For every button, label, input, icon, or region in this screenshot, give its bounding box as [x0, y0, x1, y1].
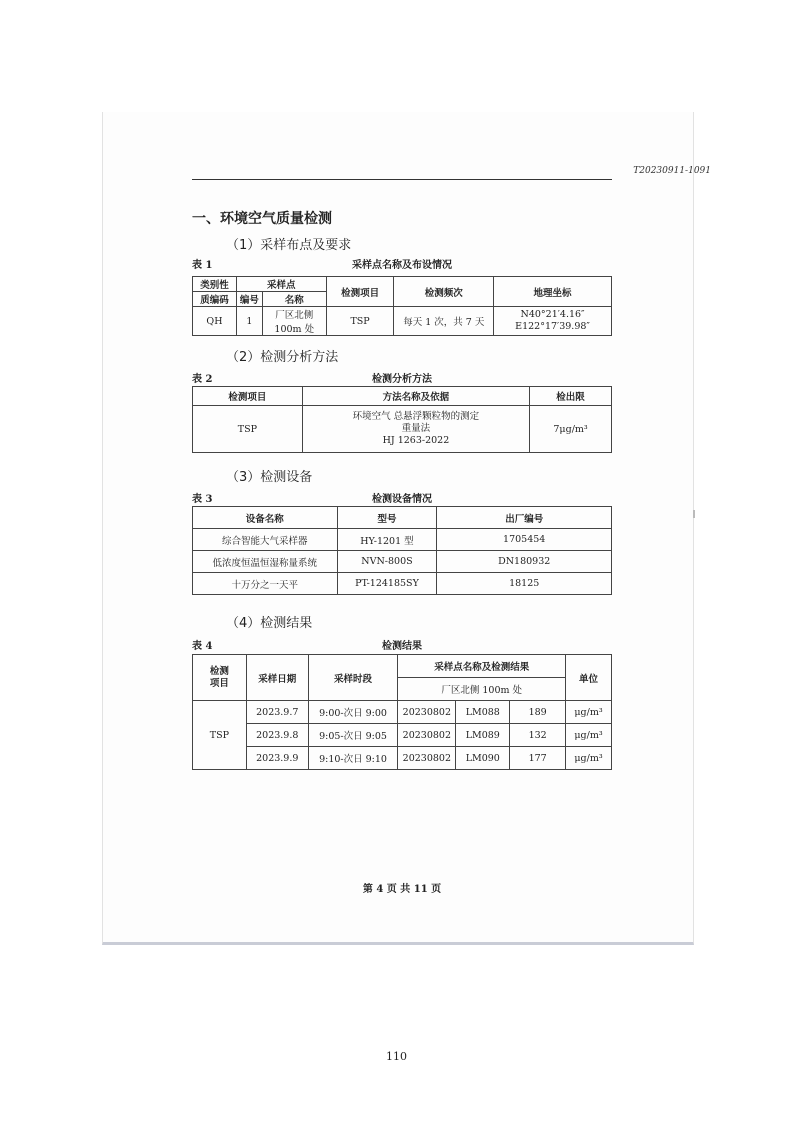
cell-date: 2023.9.9 — [246, 747, 308, 770]
cell-model: NVN-800S — [337, 551, 437, 573]
header-rule — [192, 179, 612, 180]
cell-sample: LM088 — [456, 701, 510, 724]
th-item: 检测项目 — [326, 277, 394, 307]
method-line3: HJ 1263-2022 — [382, 435, 450, 446]
table4-number: 表 4 — [192, 641, 213, 652]
table2-title: 检测分析方法 — [372, 374, 432, 385]
coord-n: N40°21′4.16″ — [520, 309, 585, 320]
subsection-method: （2）检测分析方法 — [226, 350, 339, 365]
cell-batch: 20230802 — [398, 747, 456, 770]
table-row — [193, 551, 612, 573]
th-location: 厂区北侧 100m 处 — [398, 678, 566, 701]
cell-item: TSP — [326, 307, 394, 336]
table-row — [193, 724, 612, 747]
table2-caption — [192, 370, 612, 384]
table1-title: 采样点名称及布设情况 — [352, 260, 452, 271]
cell-date: 2023.9.7 — [246, 701, 308, 724]
th-limit: 检出限 — [530, 387, 612, 406]
cell-unit: μg/m³ — [566, 747, 612, 770]
th-date: 采样日期 — [246, 655, 308, 701]
cell-model: PT-124185SY — [337, 573, 437, 595]
cell-serial: 18125 — [437, 573, 612, 595]
table-row — [193, 529, 612, 551]
cell-period: 9:10-次日 9:10 — [308, 747, 398, 770]
cell-value: 132 — [510, 724, 566, 747]
subsection-sampling: （1）采样布点及要求 — [226, 238, 352, 253]
cell-model: HY-1201 型 — [337, 529, 437, 551]
cell-sample: LM090 — [456, 747, 510, 770]
cell-freq: 每天 1 次，共 7 天 — [394, 307, 494, 336]
page-number: 110 — [386, 1050, 407, 1063]
th-name: 设备名称 — [193, 507, 338, 529]
th-point: 采样点 — [236, 277, 326, 292]
method-line1: 环境空气 总悬浮颗粒物的测定 — [352, 411, 480, 422]
th-coords: 地理坐标 — [494, 277, 612, 307]
cell-name: 厂区北侧 100m 处 — [262, 307, 326, 336]
cell-unit: μg/m³ — [566, 701, 612, 724]
cell-date: 2023.9.8 — [246, 724, 308, 747]
cell-unit: μg/m³ — [566, 724, 612, 747]
cell-coords — [494, 307, 612, 336]
th-method: 方法名称及依据 — [302, 387, 529, 406]
th-freq: 检测频次 — [394, 277, 494, 307]
cell-method — [302, 406, 529, 453]
table1-caption — [192, 256, 612, 270]
table2-number: 表 2 — [192, 374, 213, 385]
coord-e: E122°17′39.98″ — [515, 321, 590, 332]
cell-value: 177 — [510, 747, 566, 770]
th-model: 型号 — [337, 507, 437, 529]
cell-batch: 20230802 — [398, 724, 456, 747]
table3-title: 检测设备情况 — [372, 494, 432, 505]
table4-title: 检测结果 — [382, 641, 422, 652]
cell-period: 9:05-次日 9:05 — [308, 724, 398, 747]
table-row — [193, 573, 612, 595]
th-category2: 质编码 — [193, 292, 237, 307]
cell-sample: LM089 — [456, 724, 510, 747]
analysis-method-table — [192, 386, 612, 453]
th-id: 编号 — [236, 292, 262, 307]
table3-caption — [192, 490, 612, 504]
table-row — [193, 406, 612, 453]
document-id: T20230911-1091 — [633, 166, 711, 176]
table-row — [193, 307, 612, 336]
th-unit: 单位 — [566, 655, 612, 701]
cell-item: TSP — [193, 701, 247, 770]
page-of-footer: 第 4 页 共 11 页 — [362, 884, 442, 895]
cell-category: QH — [193, 307, 237, 336]
cell-name: 十万分之一天平 — [193, 573, 338, 595]
subsection-equipment: （3）检测设备 — [226, 470, 313, 485]
table-row — [193, 701, 612, 724]
th-item — [193, 655, 247, 701]
th-item-line1: 检测 — [209, 665, 229, 677]
cell-name: 综合智能大气采样器 — [193, 529, 338, 551]
table3-number: 表 3 — [192, 494, 213, 505]
cell-item: TSP — [193, 406, 303, 453]
table4-caption — [192, 637, 612, 651]
cell-period: 9:00-次日 9:00 — [308, 701, 398, 724]
cell-value: 189 — [510, 701, 566, 724]
cell-batch: 20230802 — [398, 701, 456, 724]
table-row — [193, 747, 612, 770]
th-result: 采样点名称及检测结果 — [398, 655, 566, 678]
th-category: 类别性 — [193, 277, 237, 292]
section-title: 一、环境空气质量检测 — [192, 211, 332, 227]
table1-number: 表 1 — [192, 260, 213, 271]
method-line2: 重量法 — [401, 423, 431, 434]
cell-name: 低浓度恒温恒湿称量系统 — [193, 551, 338, 573]
th-name: 名称 — [262, 292, 326, 307]
cell-serial: DN180932 — [437, 551, 612, 573]
cell-limit: 7μg/m³ — [530, 406, 612, 453]
th-item: 检测项目 — [193, 387, 303, 406]
th-period: 采样时段 — [308, 655, 398, 701]
sampling-points-table — [192, 276, 612, 336]
equipment-table — [192, 506, 612, 595]
th-serial: 出厂编号 — [437, 507, 612, 529]
th-item-line2: 项目 — [209, 677, 229, 689]
cell-id: 1 — [236, 307, 262, 336]
scan-artifact — [693, 510, 695, 518]
cell-serial: 1705454 — [437, 529, 612, 551]
results-table — [192, 654, 612, 770]
subsection-results: （4）检测结果 — [226, 616, 313, 631]
